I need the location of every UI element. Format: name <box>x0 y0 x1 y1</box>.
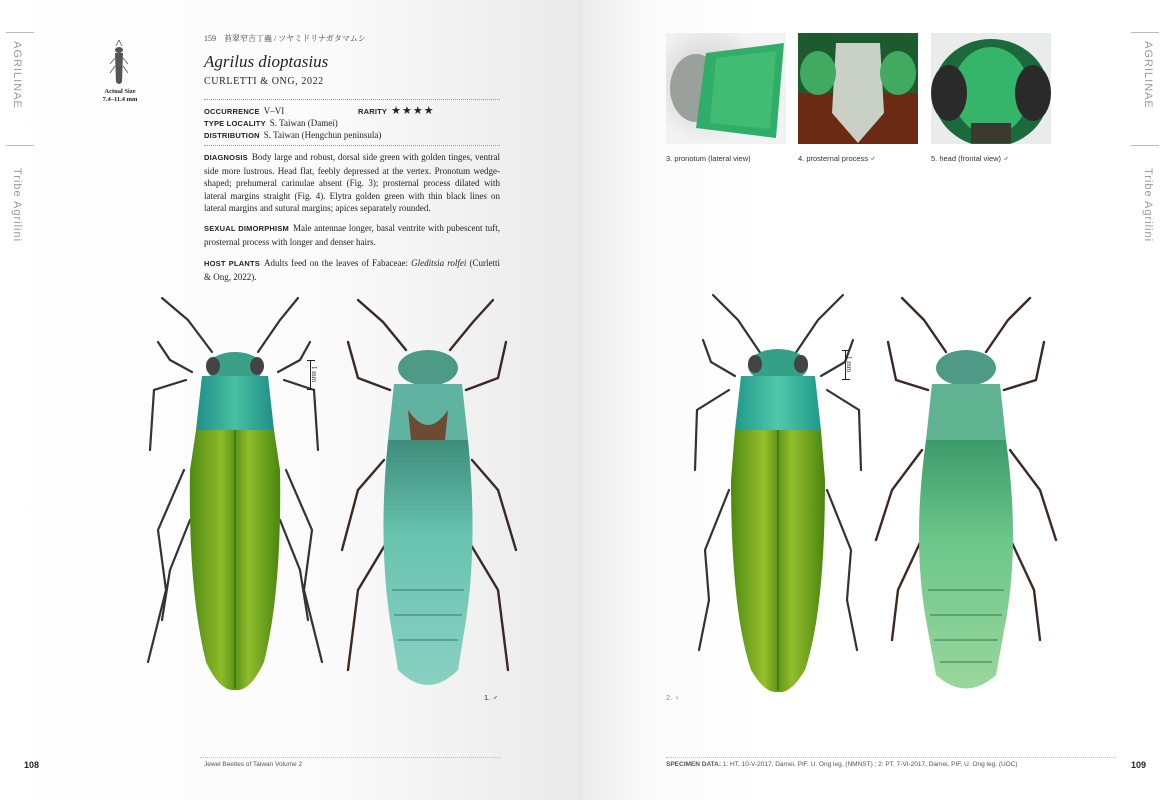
beetle-ventral-female <box>866 290 1066 700</box>
dimorphism-paragraph: SEXUAL DIMORPHISM Male antennae longer, basal ventrite with pubescent tuft, prosternal process with longer and denser hairs. <box>204 223 500 247</box>
divider <box>204 99 500 100</box>
prosternal-process-photo <box>798 33 918 144</box>
species-authority: CURLETTI & ONG, 2022 <box>204 76 324 87</box>
beetle-ventral-male <box>328 290 528 700</box>
actual-size-text: Actual Size 7.4–11.4 mm <box>102 88 138 103</box>
rarity-block: RARITY ★★★★ <box>358 105 435 117</box>
page-number: 108 <box>24 760 40 770</box>
divider <box>204 145 500 146</box>
tab-tribe: Tribe Agrilini <box>11 167 23 243</box>
thumb-caption-1: 3. pronotum (lateral view) <box>666 154 751 163</box>
distribution-row: DISTRIBUTION S. Taiwan (Hengchun peninsula) <box>204 130 382 140</box>
tab-subfamily: AGRILINAE <box>11 41 23 109</box>
footer-rule <box>200 757 500 758</box>
footer-title: Jewel Beetles of Taiwan Volume 2 <box>204 761 303 768</box>
figure-caption: 2. ♀ <box>666 693 680 702</box>
right-page <box>583 0 1166 800</box>
tab-tribe: Tribe Agrilini <box>1142 167 1154 243</box>
head-frontal-photo <box>931 33 1051 144</box>
page-header: 159 苔翠窄吉丁蟲 / ツヤミドリナガタマムシ <box>204 34 366 43</box>
specimen-data: SPECIMEN DATA: 1: HT, 10-V-2017, Damei, PIF, U. Ong leg. (NMNST) ; 2: PT, 7-VI-2017, Damei, PIF, U. Ong leg. (UOC) <box>666 761 1018 768</box>
figure-caption: 1. ♂ <box>484 693 498 702</box>
thumb-caption-3: 5. head (frontal view) ♂ <box>931 154 1009 163</box>
rarity-stars: ★★★★ <box>391 105 435 117</box>
scale-label: 1 mm <box>310 366 318 383</box>
species-name: Agrilus dioptasius <box>204 52 329 71</box>
scale-label: 1 mm <box>845 356 853 373</box>
actual-size-silhouette <box>104 38 134 88</box>
type-locality-row: TYPE LOCALITY S. Taiwan (Damei) <box>204 118 338 128</box>
diagnosis-paragraph: DIAGNOSIS Body large and robust, dorsal side green with golden tinges, ventral side more lustrous. Head flat, feebly depressed at the vertex. Pronotum wedge-shaped; prehumeral carinulae absent (Fig. 3); prosternal process dilated with lateral margins straight (Fig. 4). Elytra golden green with thin black lines on lateral margins and sutural margins; apices separately rounded. <box>204 152 500 213</box>
thumb-caption-2: 4. prosternal process ♂ <box>798 154 876 163</box>
page-number: 109 <box>1131 760 1147 770</box>
left-side-tab <box>6 0 28 300</box>
pronotum-lateral-photo <box>666 33 786 144</box>
footer-rule <box>666 757 1116 758</box>
right-side-tab <box>1137 0 1159 300</box>
host-plants-paragraph: HOST PLANTS Adults feed on the leaves of Fabaceae: Gleditsia rolfei (Curletti & Ong, 2022). <box>204 258 500 282</box>
beetle-dorsal-male <box>140 290 330 700</box>
tab-subfamily: AGRILINAE <box>1142 41 1154 109</box>
occurrence-row: OCCURRENCE V–VI RARITY ★★★★ <box>204 105 435 117</box>
